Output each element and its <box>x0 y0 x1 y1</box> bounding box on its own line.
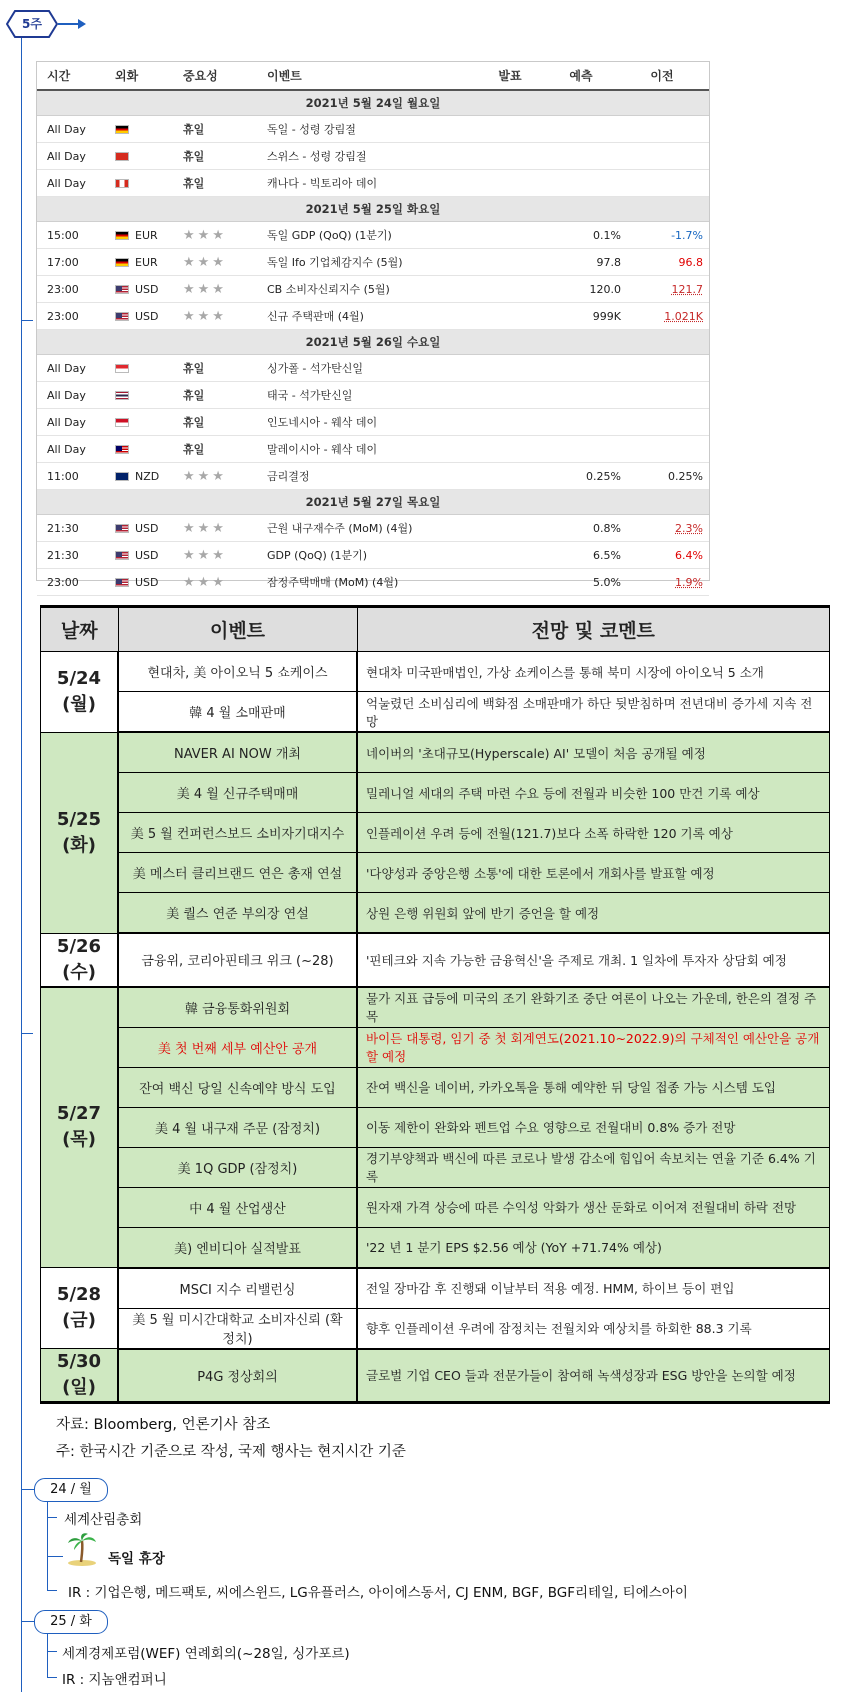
event-time: 11:00 <box>47 469 79 483</box>
event-currency <box>105 391 175 400</box>
event-name[interactable]: 말레이시아 - 웨삭 데이 <box>267 443 378 456</box>
schedule-event: P4G 정상회의 <box>118 1349 357 1403</box>
timeline-tick <box>21 1033 33 1034</box>
schedule-comment: 억눌렸던 소비심리에 백화점 소매판매가 하단 뒷받침하며 전년대비 증가세 지속 전망 <box>357 692 830 733</box>
flag-th-icon <box>115 391 129 400</box>
schedule-comment: '핀테크와 지속 가능한 금융혁신'을 주제로 개최. 1 일차에 투자자 상담회 예정 <box>357 933 830 987</box>
currency-code: EUR <box>135 228 158 242</box>
event-name[interactable]: 근원 내구재수주 (MoM) (4월) <box>267 522 413 535</box>
event-name[interactable]: 신규 주택판매 (4월) <box>267 310 364 323</box>
schedule-row <box>41 853 830 893</box>
event-name[interactable]: 싱가폴 - 석가탄신일 <box>267 362 363 375</box>
schedule-comment: 인플레이션 우려 등에 전월(121.7)보다 소폭 하락한 120 기록 예상 <box>357 813 830 853</box>
calendar-row <box>37 436 709 463</box>
schedule-date <box>41 933 119 987</box>
tree-connector <box>47 1517 57 1518</box>
weekday-label: (월) <box>62 693 96 715</box>
schedule-event: 韓 4 월 소매판매 <box>118 692 357 733</box>
importance-stars-icon: ★★★ <box>183 308 227 324</box>
flag-ca-icon <box>115 179 129 188</box>
schedule-row <box>41 1308 830 1349</box>
flag-my-icon <box>115 445 129 454</box>
tree-item-wef: 세계경제포럼(WEF) 연례회의(~28일, 싱가포르) <box>62 1646 350 1662</box>
schedule-comment: 네이버의 '초대규모(Hyperscale) AI' 모델이 처음 공개될 예정 <box>357 732 830 773</box>
arrow-right-icon <box>78 19 86 29</box>
schedule-comment: 상원 은행 위원회 앞에 반기 증언을 할 예정 <box>357 893 830 934</box>
header-comment: 전망 및 코멘트 <box>357 607 830 652</box>
schedule-comment: 경기부양책과 백신에 따른 코로나 발생 감소에 힘입어 속보치는 연율 기준 6.4% 기록 <box>357 1147 830 1187</box>
weekday-label: (금) <box>62 1310 96 1331</box>
date-label: 5/24 <box>56 667 102 689</box>
event-name[interactable]: 태국 - 석가탄신일 <box>267 389 353 402</box>
calendar-row <box>37 515 709 542</box>
calendar-row <box>37 463 709 490</box>
schedule-row <box>41 987 830 1028</box>
schedule-comment: '22 년 1 분기 EPS $2.56 예상 (YoY +71.74% 예상) <box>357 1227 830 1268</box>
tree-item-holiday: 독일 휴장 <box>108 1551 165 1567</box>
header-date: 날짜 <box>41 607 119 652</box>
flag-nz-icon <box>115 472 129 481</box>
timeline-line <box>21 38 22 1692</box>
flag-us-icon <box>115 524 129 533</box>
col-time: 시간 <box>47 69 71 83</box>
weekday-label: (화) <box>62 834 96 856</box>
event-name[interactable]: 잠정주택매매 (MoM) (4월) <box>267 576 399 589</box>
flag-us-icon <box>115 285 129 294</box>
event-previous: 2.3% <box>675 521 703 535</box>
schedule-row <box>41 933 830 987</box>
flag-us-icon <box>115 578 129 587</box>
schedule-row <box>41 692 830 733</box>
schedule-comment: 전일 장마감 후 진행돼 이날부터 적용 예정. HMM, 하이브 등이 편입 <box>357 1268 830 1309</box>
importance-stars-icon: ★★★ <box>183 227 227 243</box>
schedule-comment: '다양성과 중앙은행 소통'에 대한 토론에서 개회사를 발표할 예정 <box>357 853 830 893</box>
schedule-date <box>41 1349 119 1403</box>
currency-code: NZD <box>135 469 160 483</box>
calendar-row <box>37 249 709 276</box>
calendar-row <box>37 303 709 330</box>
schedule-row <box>41 1027 830 1067</box>
event-forecast: 0.1% <box>593 228 621 242</box>
calendar-header <box>37 62 709 91</box>
event-currency <box>105 125 175 134</box>
flag-de-icon <box>115 125 129 134</box>
schedule-row <box>41 893 830 934</box>
schedule-row <box>41 813 830 853</box>
schedule-event: 美 5 월 컨퍼런스보드 소비자기대지수 <box>118 813 357 853</box>
event-previous: 121.7 <box>671 282 703 296</box>
tree-connector <box>47 1590 57 1591</box>
schedule-event: 韓 금융통화위원회 <box>118 987 357 1028</box>
flag-us-icon <box>115 551 129 560</box>
col-actual: 발표 <box>498 69 522 83</box>
schedule-row <box>41 1107 830 1147</box>
schedule-event: 금융위, 코리아핀테크 위크 (~28) <box>118 933 357 987</box>
header-event: 이벤트 <box>118 607 357 652</box>
event-forecast: 120.0 <box>589 282 621 296</box>
palm-tree-icon <box>66 1532 98 1566</box>
currency-code: USD <box>135 548 159 562</box>
schedule-row <box>41 1067 830 1107</box>
day-badge-24: 24 / 월 <box>34 1478 108 1502</box>
event-time: 23:00 <box>47 575 79 589</box>
holiday-label: 휴일 <box>183 443 205 456</box>
tree-connector <box>21 1621 34 1622</box>
schedule-event: 美 첫 번째 세부 예산안 공개 <box>118 1027 357 1067</box>
schedule-comment: 원자재 가격 상승에 따른 수익성 악화가 생산 둔화로 이어져 전월대비 하락 전망 <box>357 1187 830 1227</box>
calendar-date-row: 2021년 5월 25일 화요일 <box>37 197 709 222</box>
calendar-row <box>37 170 709 197</box>
holiday-label: 휴일 <box>183 362 205 375</box>
schedule-event: 美) 엔비디아 실적발표 <box>118 1227 357 1268</box>
holiday-label: 휴일 <box>183 416 205 429</box>
schedule-date <box>41 732 119 933</box>
tree-branch <box>47 1501 48 1590</box>
currency-code: EUR <box>135 255 158 269</box>
holiday-label: 휴일 <box>183 123 205 136</box>
event-currency <box>105 310 175 323</box>
importance-stars-icon: ★★★ <box>183 281 227 297</box>
col-importance: 중요성 <box>183 69 218 83</box>
calendar-row <box>37 382 709 409</box>
event-time: All Day <box>47 122 86 136</box>
weekday-label: (수) <box>62 961 96 983</box>
holiday-label: 휴일 <box>183 177 205 190</box>
event-time: All Day <box>47 176 86 190</box>
flag-id-icon <box>115 418 129 427</box>
tree-branch <box>47 1633 48 1677</box>
flag-us-icon <box>115 312 129 321</box>
tree-connector <box>47 1651 57 1652</box>
schedule-event: 잔여 백신 당일 신속예약 방식 도입 <box>118 1067 357 1107</box>
calendar-date-row: 2021년 5월 24일 월요일 <box>37 91 709 116</box>
schedule-event: 美 메스터 클리브랜드 연은 총재 연설 <box>118 853 357 893</box>
event-name[interactable]: CB 소비자신뢰지수 (5월) <box>267 283 390 296</box>
schedule-date <box>41 987 119 1268</box>
schedule-event: 美 퀄스 연준 부의장 연설 <box>118 893 357 934</box>
event-time: 21:30 <box>47 548 79 562</box>
calendar-row <box>37 409 709 436</box>
event-name[interactable]: 인도네시아 - 웨삭 데이 <box>267 416 378 429</box>
event-name[interactable]: 독일 GDP (QoQ) (1분기) <box>267 229 392 242</box>
event-forecast: 0.25% <box>586 469 621 483</box>
schedule-comment: 향후 인플레이션 우려에 잠정치는 전월치와 예상치를 하회한 88.3 기록 <box>357 1308 830 1349</box>
holiday-label: 휴일 <box>183 150 205 163</box>
event-currency <box>105 179 175 188</box>
event-currency <box>105 445 175 454</box>
event-name[interactable]: 금리결정 <box>267 470 310 483</box>
col-previous: 이전 <box>650 69 674 83</box>
schedule-table <box>40 605 830 1404</box>
importance-stars-icon: ★★★ <box>183 520 227 536</box>
schedule-event: MSCI 지수 리밸런싱 <box>118 1268 357 1309</box>
flag-de-icon <box>115 231 129 240</box>
schedule-row <box>41 1147 830 1187</box>
calendar-row <box>37 542 709 569</box>
event-currency <box>105 549 175 562</box>
event-currency <box>105 283 175 296</box>
calendar-row <box>37 355 709 382</box>
calendar-date-row: 2021년 5월 27일 목요일 <box>37 490 709 515</box>
schedule-row <box>41 773 830 813</box>
event-time: 23:00 <box>47 282 79 296</box>
flag-ch-icon <box>115 152 129 161</box>
event-currency <box>105 256 175 269</box>
event-time: 21:30 <box>47 521 79 535</box>
schedule-event: 현대차, 美 아이오닉 5 쇼케이스 <box>118 652 357 692</box>
time-note: 주: 한국시간 기준으로 작성, 국제 행사는 현지시간 기준 <box>56 1444 406 1460</box>
arrow-line <box>58 23 80 25</box>
schedule-event: 美 4 월 내구재 주문 (잠정치) <box>118 1107 357 1147</box>
flag-sg-icon <box>115 364 129 373</box>
event-forecast: 999K <box>592 309 621 323</box>
schedule-row <box>41 652 830 692</box>
calendar-row <box>37 222 709 249</box>
schedule-row <box>41 1268 830 1309</box>
currency-code: USD <box>135 282 159 296</box>
event-previous: -1.7% <box>671 228 703 242</box>
calendar-row <box>37 143 709 170</box>
schedule-comment: 잔여 백신을 네이버, 카카오톡을 통해 예약한 뒤 당일 접종 가능 시스템 도입 <box>357 1067 830 1107</box>
schedule-event: 美 1Q GDP (잠정치) <box>118 1147 357 1187</box>
schedule-row <box>41 1187 830 1227</box>
tree-item-ir-24: IR : 기업은행, 메드팩토, 씨에스윈드, LG유플러스, 아이에스동서, CJ ENM, BGF, BGF리테일, 티에스아이 <box>68 1585 688 1601</box>
currency-code: USD <box>135 575 159 589</box>
importance-stars-icon: ★★★ <box>183 547 227 563</box>
importance-stars-icon: ★★★ <box>183 254 227 270</box>
event-time: All Day <box>47 361 86 375</box>
date-label: 5/30 <box>56 1351 102 1372</box>
schedule-comment: 이동 제한이 완화와 펜트업 수요 영향으로 전월대비 0.8% 증가 전망 <box>357 1107 830 1147</box>
schedule-row <box>41 732 830 773</box>
schedule-date <box>41 652 119 733</box>
tree-item-forest: 세계산림총회 <box>64 1512 143 1528</box>
event-time: All Day <box>47 442 86 456</box>
calendar-date-row: 2021년 5월 26일 수요일 <box>37 330 709 355</box>
source-note: 자료: Bloomberg, 언론기사 참조 <box>56 1417 271 1433</box>
event-previous: 1.9% <box>675 575 703 589</box>
event-previous: 6.4% <box>675 548 703 562</box>
event-time: 15:00 <box>47 228 79 242</box>
event-name[interactable]: 캐나다 - 빅토리아 데이 <box>267 177 378 190</box>
event-previous: 96.8 <box>678 255 703 269</box>
economic-calendar <box>36 61 710 590</box>
event-forecast: 97.8 <box>596 255 621 269</box>
event-currency <box>105 364 175 373</box>
event-time: All Day <box>47 415 86 429</box>
event-currency <box>105 576 175 589</box>
event-forecast: 6.5% <box>593 548 621 562</box>
event-name[interactable]: 스위스 - 성령 강림절 <box>267 150 367 163</box>
week-label: 5주 <box>22 17 42 31</box>
importance-stars-icon: ★★★ <box>183 574 227 590</box>
event-previous: 1.021K <box>664 309 703 323</box>
schedule-comment: 글로벌 기업 CEO 들과 전문가들이 참여해 녹색성장과 ESG 방안을 논의할 예정 <box>357 1349 830 1403</box>
event-name[interactable]: 독일 Ifo 기업체감지수 (5월) <box>267 256 403 269</box>
event-currency <box>105 470 175 483</box>
event-time: All Day <box>47 149 86 163</box>
schedule-event: 美 4 월 신규주택매매 <box>118 773 357 813</box>
schedule-event: 美 5 월 미시간대학교 소비자신뢰 (확정치) <box>118 1308 357 1349</box>
col-event: 이벤트 <box>267 69 302 83</box>
tree-connector <box>47 1677 57 1678</box>
currency-code: USD <box>135 309 159 323</box>
date-label: 5/28 <box>56 1284 102 1305</box>
schedule-event: NAVER AI NOW 개최 <box>118 732 357 773</box>
schedule-comment: 현대차 미국판매법인, 가상 쇼케이스를 통해 북미 시장에 아이오닉 5 소개 <box>357 652 830 692</box>
week-badge <box>6 10 58 38</box>
date-label: 5/25 <box>56 808 102 830</box>
schedule-row <box>41 1227 830 1268</box>
weekday-label: (일) <box>62 1377 96 1398</box>
event-currency <box>105 418 175 427</box>
date-label: 5/27 <box>56 1103 102 1125</box>
event-forecast: 5.0% <box>593 575 621 589</box>
event-forecast: 0.8% <box>593 521 621 535</box>
event-name[interactable]: 독일 - 성령 강림절 <box>267 123 356 136</box>
col-currency: 외화 <box>115 69 139 83</box>
tree-item-ir-25: IR : 지놈앤컴퍼니 <box>62 1672 167 1688</box>
schedule-row <box>41 1349 830 1403</box>
event-time: 17:00 <box>47 255 79 269</box>
schedule-date <box>41 1268 119 1349</box>
currency-code: USD <box>135 521 159 535</box>
event-time: 23:00 <box>47 309 79 323</box>
calendar-row <box>37 569 709 596</box>
event-currency <box>105 229 175 242</box>
event-currency <box>105 152 175 161</box>
importance-stars-icon: ★★★ <box>183 468 227 484</box>
calendar-row <box>37 276 709 303</box>
schedule-comment: 밀레니얼 세대의 주택 마련 수요 등에 전월과 비슷한 100 만건 기록 예상 <box>357 773 830 813</box>
date-label: 5/26 <box>56 935 102 957</box>
event-time: All Day <box>47 388 86 402</box>
col-forecast: 예측 <box>569 69 593 83</box>
timeline-tick <box>21 320 33 321</box>
event-currency <box>105 522 175 535</box>
tree-connector <box>21 1489 34 1490</box>
event-name[interactable]: GDP (QoQ) (1분기) <box>267 549 368 562</box>
calendar-row <box>37 116 709 143</box>
flag-de-icon <box>115 258 129 267</box>
day-badge-25: 25 / 화 <box>34 1610 108 1634</box>
holiday-label: 휴일 <box>183 389 205 402</box>
event-previous: 0.25% <box>668 469 703 483</box>
schedule-event: 中 4 월 산업생산 <box>118 1187 357 1227</box>
schedule-comment: 물가 지표 급등에 미국의 조기 완화기조 중단 여론이 나오는 가운데, 한은의 결정 주목 <box>357 987 830 1028</box>
schedule-comment: 바이든 대통령, 임기 중 첫 회계연도(2021.10~2022.9)의 구체적인 예산안을 공개할 예정 <box>357 1027 830 1067</box>
weekday-label: (목) <box>62 1129 96 1151</box>
tree-connector <box>47 1556 63 1557</box>
